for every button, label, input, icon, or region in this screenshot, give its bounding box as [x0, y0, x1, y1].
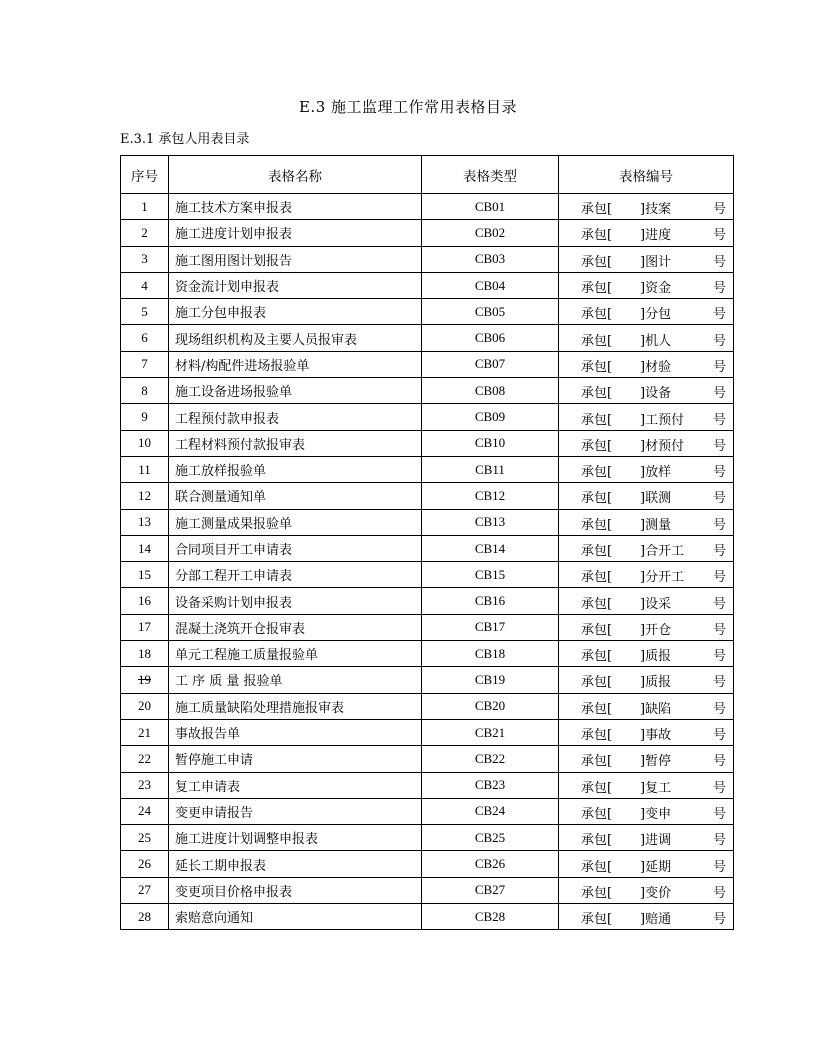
- table-row: [121, 509, 734, 535]
- table-row: [121, 378, 734, 404]
- table-row: [121, 272, 734, 298]
- code-body: ]进度: [640, 228, 672, 244]
- code-suffix: 号: [713, 780, 727, 796]
- code-suffix: 号: [713, 281, 727, 297]
- row-serial-no: 16: [121, 588, 169, 614]
- row-form-type: CB24: [422, 798, 559, 824]
- code-prefix: 承包[: [581, 254, 613, 270]
- row-form-code: [559, 378, 734, 404]
- header-form-code: 表格编号: [559, 156, 734, 194]
- code-body: ]图计: [640, 254, 672, 270]
- section-subtitle: E.3.1 承包人用表目录: [120, 132, 250, 147]
- table-row: [121, 351, 734, 377]
- code-prefix: 承包[: [581, 701, 613, 717]
- table-row: [121, 535, 734, 561]
- row-form-type: CB20: [422, 693, 559, 719]
- code-body: ]变申: [640, 806, 672, 822]
- row-form-name: 现场组织机构及主要人员报审表: [169, 325, 422, 351]
- code-suffix: 号: [713, 675, 727, 691]
- row-form-name: 材料/构配件进场报验单: [169, 351, 422, 377]
- code-suffix: 号: [713, 649, 727, 665]
- row-serial-no: 24: [121, 798, 169, 824]
- code-suffix: 号: [713, 806, 727, 822]
- code-body: ]分开工: [640, 570, 685, 586]
- code-prefix: 承包[: [581, 754, 613, 770]
- row-form-type: CB07: [422, 351, 559, 377]
- row-form-code: [559, 641, 734, 667]
- page-title: E.3 施工监理工作常用表格目录: [298, 98, 518, 116]
- row-form-name: 暂停施工申请: [169, 746, 422, 772]
- row-serial-no: 18: [121, 641, 169, 667]
- row-form-name: 混凝土浇筑开仓报审表: [169, 614, 422, 640]
- code-suffix: 号: [713, 544, 727, 559]
- row-serial-no: 5: [121, 299, 169, 325]
- row-serial-no: 23: [121, 772, 169, 798]
- table-row: [121, 562, 734, 588]
- code-prefix: 承包[: [581, 202, 613, 218]
- code-prefix: 承包[: [581, 780, 613, 796]
- table-header-row: [121, 156, 734, 194]
- row-form-code: [559, 588, 734, 614]
- code-body: ]暂停: [640, 754, 672, 770]
- row-form-type: CB01: [422, 194, 559, 220]
- code-prefix: 承包[: [581, 912, 613, 928]
- row-form-type: CB28: [422, 904, 559, 930]
- table-row: [121, 220, 734, 246]
- code-body: ]质报: [640, 675, 672, 691]
- table-row: [121, 772, 734, 798]
- row-form-type: CB03: [422, 246, 559, 272]
- row-form-type: CB13: [422, 509, 559, 535]
- table-row: [121, 456, 734, 482]
- code-body: ]变价: [640, 885, 672, 901]
- table-row: [121, 851, 734, 877]
- table-row: [121, 588, 734, 614]
- row-form-code: [559, 772, 734, 798]
- row-form-code: [559, 719, 734, 745]
- row-serial-no: 20: [121, 693, 169, 719]
- code-suffix: 号: [713, 307, 727, 323]
- row-serial-no: 27: [121, 877, 169, 903]
- row-form-name: 施工进度计划申报表: [169, 220, 422, 246]
- table-row: [121, 904, 734, 930]
- code-prefix: 承包[: [581, 491, 613, 507]
- table-row: [121, 641, 734, 667]
- row-form-name: 施工放样报验单: [169, 456, 422, 482]
- code-body: ]合开工: [640, 544, 685, 559]
- table-row: [121, 877, 734, 903]
- row-form-code: [559, 456, 734, 482]
- row-form-type: CB17: [422, 614, 559, 640]
- code-body: ]延期: [640, 859, 672, 875]
- row-form-name: 联合测量通知单: [169, 483, 422, 509]
- row-serial-no: 25: [121, 825, 169, 851]
- row-form-type: CB08: [422, 378, 559, 404]
- code-prefix: 承包[: [581, 386, 613, 402]
- header-form-name: 表格名称: [169, 156, 422, 194]
- code-body: ]联测: [640, 491, 672, 507]
- row-form-code: [559, 746, 734, 772]
- code-prefix: 承包[: [581, 517, 613, 533]
- code-suffix: 号: [713, 570, 727, 586]
- row-serial-no: 4: [121, 272, 169, 298]
- row-serial-no: 2: [121, 220, 169, 246]
- row-form-type: CB27: [422, 877, 559, 903]
- row-form-code: [559, 825, 734, 851]
- table-row: [121, 430, 734, 456]
- code-prefix: 承包[: [581, 806, 613, 822]
- table-row: [121, 693, 734, 719]
- table-row: [121, 483, 734, 509]
- row-form-type: CB09: [422, 404, 559, 430]
- row-form-code: [559, 667, 734, 693]
- row-serial-no: 15: [121, 562, 169, 588]
- row-serial-no: 17: [121, 614, 169, 640]
- code-suffix: 号: [713, 912, 727, 928]
- code-prefix: 承包[: [581, 412, 613, 428]
- row-form-name: 单元工程施工质量报验单: [169, 641, 422, 667]
- row-form-name: 合同项目开工申请表: [169, 535, 422, 561]
- row-serial-no: 10: [121, 430, 169, 456]
- row-serial-no: 22: [121, 746, 169, 772]
- code-suffix: 号: [713, 465, 727, 481]
- row-form-type: CB11: [422, 456, 559, 482]
- row-serial-no: 13: [121, 509, 169, 535]
- code-body: ]事故: [640, 728, 672, 744]
- row-form-code: [559, 798, 734, 824]
- row-form-type: CB15: [422, 562, 559, 588]
- row-form-type: CB21: [422, 719, 559, 745]
- code-suffix: 号: [713, 701, 727, 717]
- code-prefix: 承包[: [581, 596, 613, 612]
- row-serial-no: 21: [121, 719, 169, 745]
- code-prefix: 承包[: [581, 438, 613, 454]
- code-body: ]赔通: [640, 912, 672, 928]
- row-serial-no: 1: [121, 194, 169, 220]
- row-form-type: CB22: [422, 746, 559, 772]
- code-suffix: 号: [713, 202, 727, 218]
- code-suffix: 号: [713, 386, 727, 402]
- row-form-name: 工 序 质 量 报验单: [169, 667, 422, 693]
- row-serial-no: 6: [121, 325, 169, 351]
- row-form-code: [559, 904, 734, 930]
- row-form-type: CB23: [422, 772, 559, 798]
- row-form-code: [559, 430, 734, 456]
- table-row: [121, 614, 734, 640]
- row-form-name: 工程材料预付款报审表: [169, 430, 422, 456]
- code-suffix: 号: [713, 728, 727, 744]
- code-body: ]设采: [640, 596, 672, 612]
- row-serial-no: 7: [121, 351, 169, 377]
- row-serial-no: 11: [121, 456, 169, 482]
- table-body: [121, 194, 734, 930]
- row-form-type: CB10: [422, 430, 559, 456]
- row-form-code: [559, 299, 734, 325]
- row-serial-no: 12: [121, 483, 169, 509]
- row-form-code: [559, 509, 734, 535]
- row-serial-no: 28: [121, 904, 169, 930]
- code-suffix: 号: [713, 412, 727, 428]
- row-form-name: 延长工期申报表: [169, 851, 422, 877]
- code-suffix: 号: [713, 333, 727, 349]
- code-prefix: 承包[: [581, 281, 613, 297]
- code-suffix: 号: [713, 596, 727, 612]
- table-row: [121, 299, 734, 325]
- code-suffix: 号: [713, 228, 727, 244]
- code-suffix: 号: [713, 359, 727, 375]
- form-catalog-table: [120, 155, 734, 930]
- row-form-name: 施工设备进场报验单: [169, 378, 422, 404]
- code-body: ]分包: [640, 307, 672, 323]
- table-row: [121, 825, 734, 851]
- row-form-code: [559, 693, 734, 719]
- row-form-name: 变更申请报告: [169, 798, 422, 824]
- code-body: ]资金: [640, 281, 672, 297]
- row-form-code: [559, 614, 734, 640]
- row-form-code: [559, 404, 734, 430]
- row-serial-no: 8: [121, 378, 169, 404]
- code-suffix: 号: [713, 438, 727, 454]
- row-form-name: 设备采购计划申报表: [169, 588, 422, 614]
- code-body: ]材验: [640, 359, 672, 375]
- row-serial-no: 9: [121, 404, 169, 430]
- code-body: ]测量: [640, 517, 672, 533]
- row-form-type: CB19: [422, 667, 559, 693]
- table-row: [121, 667, 734, 693]
- code-body: ]质报: [640, 649, 672, 665]
- row-form-name: 施工进度计划调整申报表: [169, 825, 422, 851]
- row-form-type: CB16: [422, 588, 559, 614]
- row-form-type: CB26: [422, 851, 559, 877]
- row-form-type: CB14: [422, 535, 559, 561]
- code-body: ]进调: [640, 833, 672, 849]
- code-suffix: 号: [713, 491, 727, 507]
- code-body: ]复工: [640, 780, 672, 796]
- row-form-code: [559, 220, 734, 246]
- row-form-type: CB12: [422, 483, 559, 509]
- row-form-code: [559, 246, 734, 272]
- row-form-type: CB18: [422, 641, 559, 667]
- row-form-code: [559, 562, 734, 588]
- code-prefix: 承包[: [581, 885, 613, 901]
- row-serial-no: 26: [121, 851, 169, 877]
- table-row: [121, 798, 734, 824]
- code-prefix: 承包[: [581, 675, 613, 691]
- code-body: ]材预付: [640, 438, 685, 454]
- code-suffix: 号: [713, 885, 727, 901]
- row-form-name: 工程预付款申报表: [169, 404, 422, 430]
- table-row: [121, 194, 734, 220]
- code-prefix: 承包[: [581, 465, 613, 481]
- code-prefix: 承包[: [581, 570, 613, 586]
- header-form-type: 表格类型: [422, 156, 559, 194]
- code-prefix: 承包[: [581, 649, 613, 665]
- row-form-code: [559, 877, 734, 903]
- row-serial-no: 19: [121, 667, 169, 693]
- code-body: ]工预付: [640, 412, 685, 428]
- code-suffix: 号: [713, 859, 727, 875]
- code-body: ]开仓: [640, 622, 672, 638]
- row-serial-no: 14: [121, 535, 169, 561]
- row-form-name: 复工申请表: [169, 772, 422, 798]
- row-form-name: 施工测量成果报验单: [169, 509, 422, 535]
- row-form-name: 施工技术方案申报表: [169, 194, 422, 220]
- code-suffix: 号: [713, 754, 727, 770]
- row-form-type: CB02: [422, 220, 559, 246]
- row-form-code: [559, 851, 734, 877]
- code-prefix: 承包[: [581, 728, 613, 744]
- table-row: [121, 246, 734, 272]
- row-form-type: CB06: [422, 325, 559, 351]
- row-form-name: 变更项目价格申报表: [169, 877, 422, 903]
- code-prefix: 承包[: [581, 622, 613, 638]
- row-form-code: [559, 272, 734, 298]
- row-serial-no: 3: [121, 246, 169, 272]
- header-serial-no: 序号: [121, 156, 169, 194]
- row-form-name: 事故报告单: [169, 719, 422, 745]
- table-row: [121, 404, 734, 430]
- row-form-code: [559, 535, 734, 561]
- code-body: ]放样: [640, 465, 672, 481]
- row-form-name: 施工图用图计划报告: [169, 246, 422, 272]
- code-suffix: 号: [713, 622, 727, 638]
- code-prefix: 承包[: [581, 228, 613, 244]
- row-form-name: 分部工程开工申请表: [169, 562, 422, 588]
- code-suffix: 号: [713, 833, 727, 849]
- code-body: ]设备: [640, 386, 672, 402]
- code-prefix: 承包[: [581, 307, 613, 323]
- row-form-name: 索赔意向通知: [169, 904, 422, 930]
- table-row: [121, 719, 734, 745]
- row-form-type: CB25: [422, 825, 559, 851]
- code-prefix: 承包[: [581, 859, 613, 875]
- code-prefix: 承包[: [581, 333, 613, 349]
- code-suffix: 号: [713, 254, 727, 270]
- row-form-type: CB04: [422, 272, 559, 298]
- row-form-code: [559, 483, 734, 509]
- row-form-name: 施工分包申报表: [169, 299, 422, 325]
- code-body: ]机人: [640, 333, 672, 349]
- table-row: [121, 325, 734, 351]
- code-prefix: 承包[: [581, 359, 613, 375]
- row-form-code: [559, 351, 734, 377]
- row-form-type: CB05: [422, 299, 559, 325]
- row-form-code: [559, 325, 734, 351]
- row-form-code: [559, 194, 734, 220]
- code-prefix: 承包[: [581, 544, 613, 559]
- row-form-name: 施工质量缺陷处理措施报审表: [169, 693, 422, 719]
- code-body: ]技案: [640, 202, 672, 218]
- code-suffix: 号: [713, 517, 727, 533]
- code-prefix: 承包[: [581, 833, 613, 849]
- table-row: [121, 746, 734, 772]
- row-form-name: 资金流计划申报表: [169, 272, 422, 298]
- code-body: ]缺陷: [640, 701, 672, 717]
